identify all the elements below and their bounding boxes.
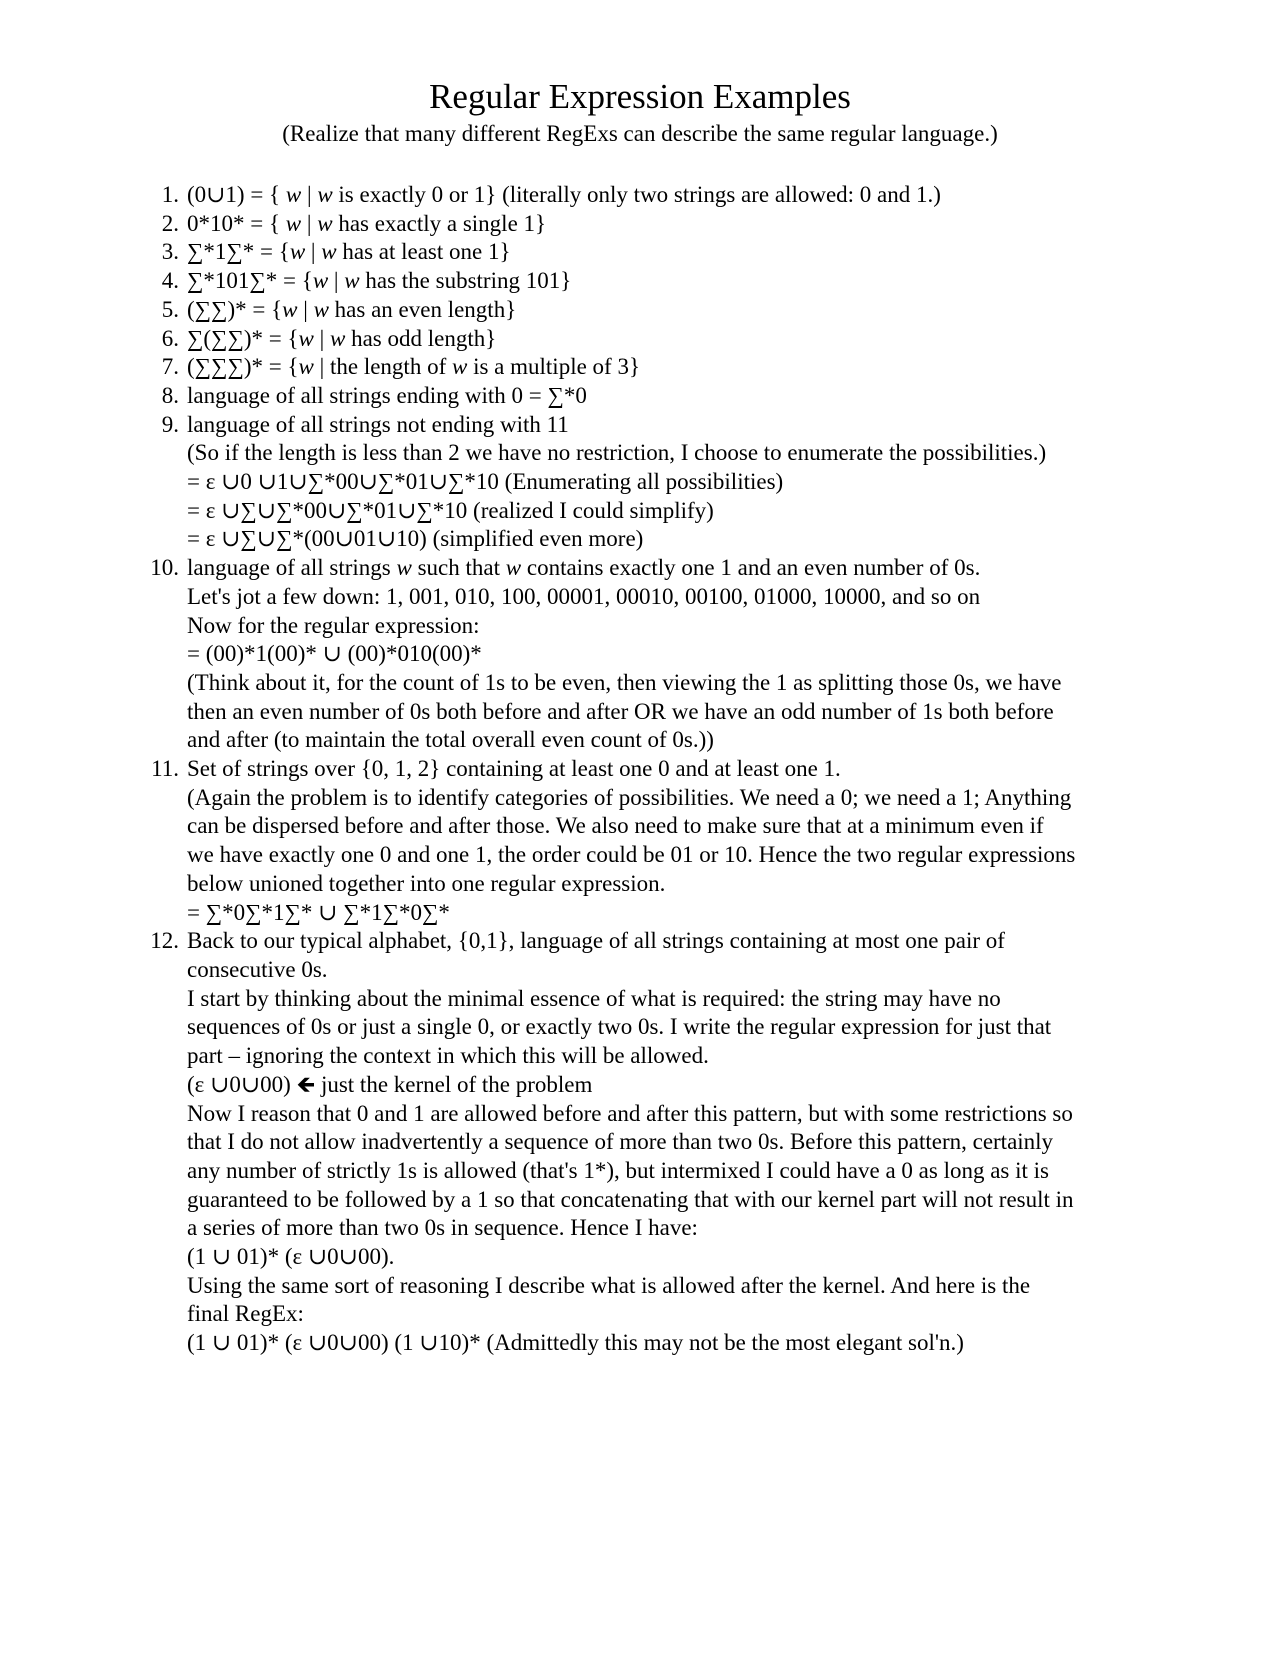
list-item-number: 4. [161, 268, 179, 294]
list-item-line: ∑*101∑* = {w | w has the substring 101} [187, 268, 572, 294]
list-item-line: (1 ∪ 01)* (ε ∪0∪00). [187, 1244, 395, 1270]
list-item-line: (0∪1) = { w | w is exactly 0 or 1} (literally only two strings are allowed: 0 and 1.) [187, 182, 941, 207]
list-item-line: a series of more than two 0s in sequence. Hence I have: [187, 1215, 698, 1241]
list-item-line: = ε ∪∑∪∑*00∪∑*01∪∑*10 (realized I could simplify) [187, 497, 714, 523]
list-item-line: Now for the regular expression: [187, 612, 480, 638]
list-item [148, 755, 1168, 927]
list-item [148, 382, 1168, 411]
list-item-line: (Think about it, for the count of 1s to be even, then viewing the 1 as splitting those 0s, we have [187, 669, 1062, 695]
list-item [148, 554, 1168, 755]
list-item [148, 267, 1168, 296]
list-item-number: 1. [161, 182, 179, 207]
list-item-line: language of all strings w such that w contains exactly one 1 and an even number of 0s. [187, 555, 981, 581]
list-item-line: that I do not allow inadvertently a sequence of more than two 0s. Before this pattern, certainly [187, 1129, 1054, 1155]
list-item-line: ∑(∑∑)* = {w | w has odd length} [187, 325, 497, 351]
example-list [148, 181, 1168, 1358]
list-item-number: 11. [151, 756, 179, 782]
list-item-line: language of all strings ending with 0 = ∑*0 [187, 382, 587, 408]
list-item [148, 210, 1168, 239]
list-item-line: = (00)*1(00)* ∪ (00)*010(00)* [187, 641, 482, 667]
list-item-line: 0*10* = { w | w has exactly a single 1} [187, 210, 547, 236]
list-item [148, 927, 1168, 1358]
list-item-number: 12. [150, 928, 179, 954]
list-item-line: (ε ∪0∪00) 🡸 just the kernel of the problem [187, 1071, 593, 1097]
list-item-line: final RegEx: [187, 1301, 304, 1327]
list-item-line: = ∑*0∑*1∑* ∪ ∑*1∑*0∑* [187, 899, 450, 925]
list-item-line: Set of strings over {0, 1, 2} containing at least one 0 and at least one 1. [187, 756, 841, 782]
list-item [148, 325, 1168, 354]
list-item-number: 9. [161, 411, 179, 437]
list-item [148, 238, 1168, 267]
list-item-line: ∑*1∑* = {w | w has at least one 1} [187, 239, 511, 265]
list-item-number: 3. [161, 239, 179, 265]
list-item-line: then an even number of 0s both before and after OR we have an odd number of 1s both before [187, 698, 1054, 724]
list-item [148, 296, 1168, 325]
list-item-line: Let's jot a few down: 1, 001, 010, 100, 00001, 00010, 00100, 01000, 10000, and so on [187, 583, 981, 609]
list-item-line: guaranteed to be followed by a 1 so that concatenating that with our kernel part will not result in [187, 1186, 1074, 1212]
list-item-line: (∑∑∑)* = {w | the length of w is a multiple of 3} [187, 354, 640, 380]
list-item-line: can be dispersed before and after those. We also need to make sure that at a minimum even if [187, 813, 1044, 839]
list-item-line: = ε ∪∑∪∑*(00∪01∪10) (simplified even more) [187, 526, 644, 552]
list-item-line: (∑∑)* = {w | w has an even length} [187, 296, 517, 322]
list-item-line: (1 ∪ 01)* (ε ∪0∪00) (1 ∪10)* (Admittedly this may not be the most elegant sol'n.) [187, 1330, 964, 1356]
list-item-line: Now I reason that 0 and 1 are allowed before and after this pattern, but with some restrictions so [187, 1100, 1073, 1126]
list-item-line: and after (to maintain the total overall even count of 0s.)) [187, 727, 714, 753]
list-item-line: any number of strictly 1s is allowed (that's 1*), but intermixed I could have a 0 as long as it is [187, 1157, 1049, 1183]
list-item-line: (So if the length is less than 2 we have no restriction, I choose to enumerate the possibilities.) [187, 440, 1047, 466]
list-item-number: 2. [161, 210, 179, 236]
list-item [148, 411, 1168, 555]
list-item [148, 353, 1168, 382]
list-item-line: language of all strings not ending with 11 [187, 411, 569, 437]
list-item-line: part – ignoring the context in which this will be allowed. [187, 1043, 709, 1069]
list-item-line: Back to our typical alphabet, {0,1}, language of all strings containing at most one pair of [187, 928, 1005, 954]
list-item-number: 7. [161, 354, 179, 380]
list-item [148, 181, 1168, 210]
list-item-line: consecutive 0s. [187, 956, 328, 982]
list-item-line: I start by thinking about the minimal essence of what is required: the string may have no [187, 985, 1001, 1011]
list-item-number: 6. [161, 325, 179, 351]
list-item-line: (Again the problem is to identify categories of possibilities. We need a 0; we need a 1; Anything [187, 784, 1072, 810]
list-item-line: sequences of 0s or just a single 0, or exactly two 0s. I write the regular expression for just that [187, 1014, 1052, 1040]
list-item-number: 10. [150, 555, 179, 581]
list-item-number: 8. [161, 382, 179, 408]
list-item-number: 5. [161, 296, 179, 322]
page-title: Regular Expression Examples [429, 77, 851, 116]
list-item-line: = ε ∪0 ∪1∪∑*00∪∑*01∪∑*10 (Enumerating all possibilities) [187, 469, 784, 495]
list-item-line: we have exactly one 0 and one 1, the order could be 01 or 10. Hence the two regular expressions [187, 842, 1076, 868]
list-item-line: below unioned together into one regular expression. [187, 870, 666, 896]
list-item-line: Using the same sort of reasoning I describe what is allowed after the kernel. And here is the [187, 1272, 1031, 1298]
page-subtitle: (Realize that many different RegExs can describe the same regular language.) [282, 121, 998, 146]
